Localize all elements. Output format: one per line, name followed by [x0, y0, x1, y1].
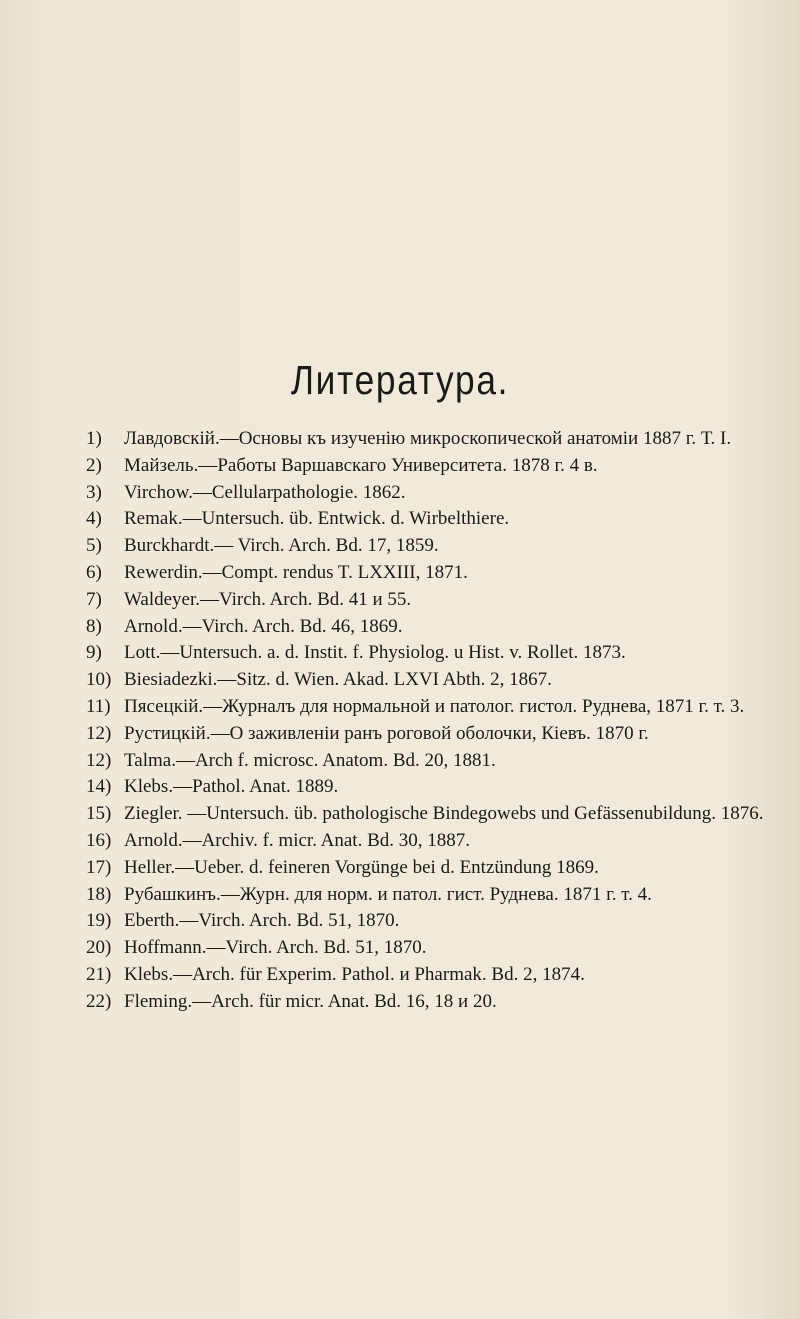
reference-number: 10)	[86, 669, 112, 691]
reference-text: Ziegler. —Untersuch. üb. pathologische Bindegowebs und Gefässenubildung. 1876.	[124, 803, 764, 825]
reference-item	[86, 774, 776, 801]
reference-item	[86, 721, 776, 748]
reference-text: Remak.—Untersuch. üb. Entwick. d. Wirbelthiere.	[124, 508, 510, 530]
reference-item	[86, 989, 776, 1016]
reference-item	[86, 694, 776, 721]
reference-number: 12)	[86, 749, 112, 771]
reference-item	[86, 908, 776, 935]
reference-text: Arnold.—Virch. Arch. Bd. 46, 1869.	[124, 615, 403, 637]
reference-text: Heller.—Ueber. d. feineren Vorgünge bei d. Entzündung 1869.	[124, 856, 599, 878]
reference-item	[86, 426, 776, 453]
reference-number: 5)	[86, 535, 102, 557]
reference-text: Hoffmann.—Virch. Arch. Bd. 51, 1870.	[124, 937, 427, 959]
reference-list	[86, 426, 776, 1016]
reference-item	[86, 587, 776, 614]
reference-item	[86, 855, 776, 882]
reference-number: 6)	[86, 561, 102, 583]
reference-text: Virchow.—Cellularpathologie. 1862.	[124, 481, 406, 503]
reference-item	[86, 533, 776, 560]
reference-number: 19)	[86, 910, 112, 932]
reference-number: 21)	[86, 963, 112, 985]
reference-text: Fleming.—Arch. für micr. Anat. Bd. 16, 18 и 20.	[124, 990, 497, 1012]
reference-text: Рустицкій.—О заживленіи ранъ роговой оболочки, Кіевъ. 1870 г.	[124, 722, 649, 744]
reference-text: Biesiadezki.—Sitz. d. Wien. Akad. LXVI Abth. 2, 1867.	[124, 669, 552, 691]
reference-text: Пясецкій.—Журналъ для нормальной и патолог. гистол. Руднева, 1871 г. т. 3.	[124, 695, 745, 717]
reference-text: Майзель.—Работы Варшавскаго Университета. 1878 г. 4 в.	[124, 454, 598, 476]
reference-number: 9)	[86, 642, 102, 664]
reference-item	[86, 801, 776, 828]
reference-item	[86, 640, 776, 667]
reference-number: 11)	[86, 695, 111, 717]
reference-text: Лавдовскій.—Основы къ изученію микроскопической анатоміи 1887 г. Т. I.	[124, 428, 732, 449]
reference-text: Klebs.—Arch. für Experim. Pathol. и Pharmak. Bd. 2, 1874.	[124, 963, 585, 985]
reference-text: Рубашкинъ.—Журн. для норм. и патол. гист. Руднева. 1871 г. т. 4.	[124, 883, 652, 905]
reference-text: Arnold.—Archiv. f. micr. Anat. Bd. 30, 1887.	[124, 829, 471, 851]
reference-number: 1)	[86, 428, 102, 449]
reference-item	[86, 453, 776, 480]
reference-item	[86, 480, 776, 507]
reference-number: 12)	[86, 722, 112, 744]
reference-item	[86, 614, 776, 641]
reference-number: 4)	[86, 508, 102, 530]
reference-item	[86, 667, 776, 694]
reference-number: 7)	[86, 588, 102, 610]
reference-number: 16)	[86, 829, 112, 851]
reference-number: 8)	[86, 615, 102, 637]
reference-number: 15)	[86, 803, 112, 825]
reference-item	[86, 962, 776, 989]
reference-item	[86, 882, 776, 909]
reference-number: 3)	[86, 481, 102, 503]
page-title: Литература.	[290, 357, 510, 404]
reference-text: Lott.—Untersuch. a. d. Instit. f. Physiolog. u Hist. v. Rollet. 1873.	[124, 642, 626, 664]
reference-item	[86, 828, 776, 855]
reference-text: Klebs.—Pathol. Anat. 1889.	[124, 776, 339, 798]
reference-text: Rewerdin.—Compt. rendus T. LXXIII, 1871.	[124, 561, 468, 583]
reference-number: 20)	[86, 937, 112, 959]
reference-number: 2)	[86, 454, 102, 476]
reference-number: 18)	[86, 883, 112, 905]
reference-item	[86, 560, 776, 587]
reference-number: 14)	[86, 776, 112, 798]
reference-item	[86, 935, 776, 962]
reference-text: Waldeyer.—Virch. Arch. Bd. 41 и 55.	[124, 588, 412, 610]
reference-text: Burckhardt.— Virch. Arch. Bd. 17, 1859.	[124, 535, 439, 557]
reference-item	[86, 748, 776, 775]
reference-text: Eberth.—Virch. Arch. Bd. 51, 1870.	[124, 910, 400, 932]
reference-text: Talma.—Arch f. microsc. Anatom. Bd. 20, 1881.	[124, 749, 496, 771]
reference-number: 17)	[86, 856, 112, 878]
reference-item	[86, 506, 776, 533]
reference-number: 22)	[86, 990, 112, 1012]
